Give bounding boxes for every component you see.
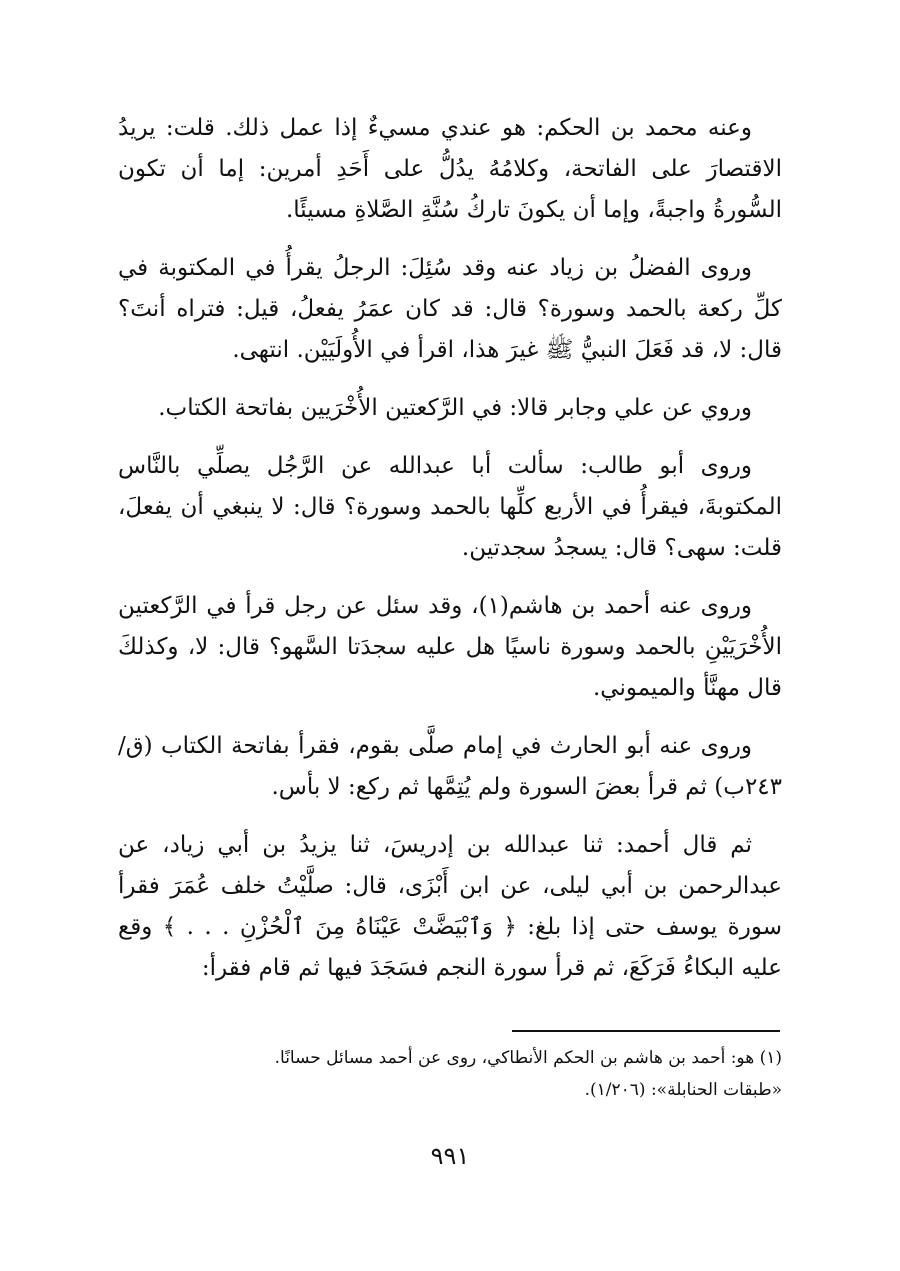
footnote-line: (١) هو: أحمد بن هاشم بن الحكم الأنطاكي، روى عن أحمد مسائل حسانًا. (274, 1048, 782, 1068)
footnote-divider (512, 1030, 780, 1032)
paragraph (118, 825, 782, 989)
paragraph-text: وروى عنه أبو الحارث في إمام صلَّى بقوم، فقرأ بفاتحة الكتاب (ق/٢٤٣ب) ثم قرأ بعضَ السورة ولم يُتِمَّها ثم ركع: لا بأس. (118, 733, 782, 800)
paragraph-text: ثم قال أحمد: ثنا عبدالله بن إدريسَ، ثنا يزيدُ بن أبي زياد، عن عبدالرحمن بن أبي ليلى، عن ابن أَبْزَى، قال: صلَّيْتُ خلف عُمَرَ فقرأ سورة يوسف حتى إذا بلغ: ﴿ وَٱبْيَضَّتْ عَيْنَاهُ مِنَ ٱلْحُزْنِ . . . ﴾ وقع عليه البكاءُ فَرَكَعَ، ثم قرأ سورة النجم فسَجَدَ فيها ثم قام فقرأ: (118, 832, 782, 981)
paragraph (118, 248, 782, 371)
paragraph-text: وروي عن علي وجابر قالا: في الرَّكعتين الأُخْرَيين بفاتحة الكتاب. (158, 395, 752, 421)
paragraph (118, 108, 782, 231)
footnote-line: «طبقات الحنابلة»: (١/٢٠٦). (584, 1080, 782, 1100)
footnotes (118, 1042, 782, 1106)
paragraph-text: وروى الفضلُ بن زياد عنه وقد سُئِلَ: الرجلُ يقرأُ في المكتوبة في كلِّ ركعة بالحمد وسورة؟ قال: قد كان عمَرُ يفعلُ، قيل: فتراه أنتَ؟ قال: لا، قد فَعَلَ النبيُّ ﷺ غيرَ هذا، اقرأ في الأُولَيَيْن. انتهى. (118, 255, 782, 363)
page-number: ٩٩١ (430, 1142, 470, 1170)
paragraph (118, 726, 782, 808)
paragraph (118, 586, 782, 709)
paragraph-text: وروى أبو طالب: سألت أبا عبدالله عن الرَّجُل يصلِّي بالنَّاس المكتوبةَ، فيقرأُ في الأربع كلِّها بالحمد وسورة؟ قال: لا ينبغي أن يفعلَ، قلت: سهى؟ قال: يسجدُ سجدتين. (118, 453, 782, 561)
paragraph (118, 388, 782, 429)
paragraph (118, 446, 782, 569)
page-body (118, 108, 782, 1006)
paragraph-text: وروى عنه أحمد بن هاشم(١)، وقد سئل عن رجل قرأ في الرَّكعتين الأُخْرَيَيْنِ بالحمد وسورة ناسيًا هل عليه سجدَتا السَّهو؟ قال: لا، وكذلكَ قال مهنَّأ والميموني. (118, 593, 782, 701)
paragraph-text: وعنه محمد بن الحكم: هو عندي مسيءٌ إذا عمل ذلك. قلت: يريدُ الاقتصارَ على الفاتحة، وكلامُهُ يدُلُّ على أَحَدِ أمرين: إما أن تكون السُّورةُ واجبةً، وإما أن يكونَ تاركُ سُنَّةِ الصَّلاةِ مسيئًا. (118, 115, 782, 223)
